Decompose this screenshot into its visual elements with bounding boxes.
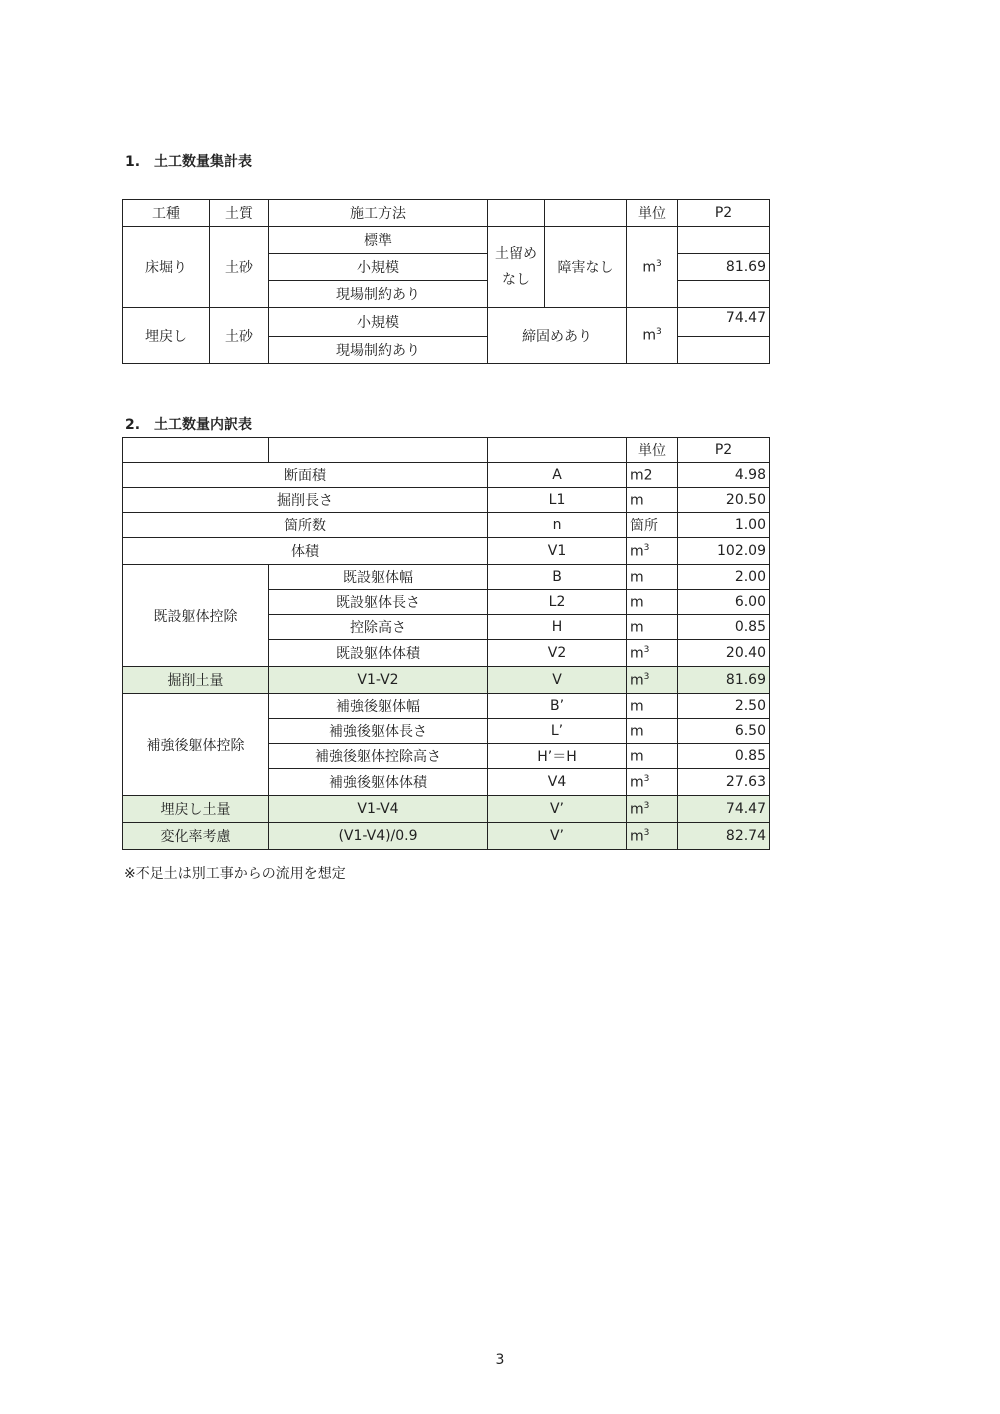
row-unit: $m^3$: [627, 667, 678, 694]
header-blank-2: [545, 200, 627, 227]
table-row: [123, 694, 770, 719]
row-value: 102.09: [678, 538, 770, 565]
row-unit: $m^3$: [627, 796, 678, 823]
row-symbol: H: [488, 615, 627, 640]
value-cell-empty: [678, 281, 770, 308]
table-row: [123, 488, 770, 513]
row-name: 既設躯体体積: [269, 640, 488, 667]
row-value: 20.40: [678, 640, 770, 667]
footnote: ※不足土は別工事からの流用を想定: [124, 866, 346, 882]
backfill-method: 小規模: [269, 308, 488, 337]
row-value: 27.63: [678, 769, 770, 796]
header-blank-2: [269, 438, 488, 463]
retaining-cell: 土留め なし: [488, 227, 545, 308]
row-value: 6.00: [678, 590, 770, 615]
row-name: 既設躯体長さ: [269, 590, 488, 615]
row-name: 断面積: [123, 463, 488, 488]
row-unit: m: [627, 615, 678, 640]
row-symbol: V4: [488, 769, 627, 796]
excavation-value: 81.69: [678, 254, 770, 281]
excavated-soil-row: [123, 667, 770, 694]
table-header-row: [123, 438, 770, 463]
row-name: 既設躯体幅: [269, 565, 488, 590]
change-rate-row: [123, 823, 770, 850]
row-name: 体積: [123, 538, 488, 565]
row-value: 6.50: [678, 719, 770, 744]
row-symbol: V’: [488, 796, 627, 823]
row-value: 81.69: [678, 667, 770, 694]
backfill-soil-row: [123, 796, 770, 823]
row-value: 2.50: [678, 694, 770, 719]
row-name: 補強後躯体長さ: [269, 719, 488, 744]
header-work-type: 工種: [123, 200, 210, 227]
excavation-method: 小規模: [269, 254, 488, 281]
row-value: 1.00: [678, 513, 770, 538]
row-symbol: B’: [488, 694, 627, 719]
table-row: [123, 513, 770, 538]
row-name: 箇所数: [123, 513, 488, 538]
row-symbol: V1: [488, 538, 627, 565]
header-blank-1: [488, 200, 545, 227]
row-value: 20.50: [678, 488, 770, 513]
row-symbol: V’: [488, 823, 627, 850]
row-unit: 箇所: [627, 513, 678, 538]
row-unit: m: [627, 565, 678, 590]
row-symbol: V2: [488, 640, 627, 667]
backfill-work-type: 埋戻し: [123, 308, 210, 364]
row-unit: m: [627, 590, 678, 615]
row-unit: m: [627, 488, 678, 513]
row-unit: m: [627, 719, 678, 744]
row-unit: $m^3$: [627, 538, 678, 565]
section1-title: 1. 土工数量集計表: [125, 154, 253, 170]
row-symbol: n: [488, 513, 627, 538]
header-soil: 土質: [210, 200, 269, 227]
row-symbol: L1: [488, 488, 627, 513]
table-row: [123, 463, 770, 488]
row-value: 4.98: [678, 463, 770, 488]
earthwork-breakdown-table: [122, 437, 770, 850]
row-symbol: V: [488, 667, 627, 694]
row-symbol: L’: [488, 719, 627, 744]
table-row: [123, 227, 770, 254]
row-unit: $m^3$: [627, 769, 678, 796]
row-formula: (V1-V4)/0.9: [269, 823, 488, 850]
row-name: 補強後躯体幅: [269, 694, 488, 719]
row-value: 0.85: [678, 744, 770, 769]
section2-title: 2. 土工数量内訳表: [125, 417, 253, 433]
row-value: 74.47: [678, 796, 770, 823]
compaction-cell: 締固めあり: [488, 308, 627, 364]
row-unit: $m^3$: [627, 640, 678, 667]
header-blank-1: [123, 438, 269, 463]
header-unit: 単位: [627, 438, 678, 463]
table-row: [123, 308, 770, 337]
earthwork-summary-table: [122, 199, 770, 364]
header-method: 施工方法: [269, 200, 488, 227]
table-row: [123, 565, 770, 590]
row-value: 2.00: [678, 565, 770, 590]
value-cell-empty: [678, 337, 770, 364]
row-unit: $m^3$: [627, 823, 678, 850]
header-p2: P2: [678, 200, 770, 227]
row-value: 0.85: [678, 615, 770, 640]
row-name: 埋戻し土量: [123, 796, 269, 823]
row-unit: m2: [627, 463, 678, 488]
backfill-soil: 土砂: [210, 308, 269, 364]
obstacle-cell: 障害なし: [545, 227, 627, 308]
excavation-unit: $m^3$: [627, 227, 678, 308]
table-header-row: [123, 200, 770, 227]
header-blank-3: [488, 438, 627, 463]
table-row: [123, 538, 770, 565]
row-symbol: H’＝H: [488, 744, 627, 769]
row-formula: V1-V2: [269, 667, 488, 694]
backfill-unit: $m^3$: [627, 308, 678, 364]
excavation-work-type: 床堀り: [123, 227, 210, 308]
row-formula: V1-V4: [269, 796, 488, 823]
header-p2: P2: [678, 438, 770, 463]
excavation-method: 現場制約あり: [269, 281, 488, 308]
page-number: 3: [495, 1352, 505, 1368]
value-cell-empty: [678, 227, 770, 254]
existing-group-label: 既設躯体控除: [123, 565, 269, 667]
row-symbol: B: [488, 565, 627, 590]
row-name: 掘削土量: [123, 667, 269, 694]
reinforced-group-label: 補強後躯体控除: [123, 694, 269, 796]
row-value: 82.74: [678, 823, 770, 850]
row-unit: m: [627, 694, 678, 719]
backfill-value: 74.47: [678, 308, 770, 337]
row-symbol: L2: [488, 590, 627, 615]
excavation-method: 標準: [269, 227, 488, 254]
row-symbol: A: [488, 463, 627, 488]
row-name: 補強後躯体体積: [269, 769, 488, 796]
excavation-soil: 土砂: [210, 227, 269, 308]
row-name: 控除高さ: [269, 615, 488, 640]
row-name: 補強後躯体控除高さ: [269, 744, 488, 769]
row-name: 掘削長さ: [123, 488, 488, 513]
row-name: 変化率考慮: [123, 823, 269, 850]
header-unit: 単位: [627, 200, 678, 227]
backfill-method: 現場制約あり: [269, 337, 488, 364]
row-unit: m: [627, 744, 678, 769]
